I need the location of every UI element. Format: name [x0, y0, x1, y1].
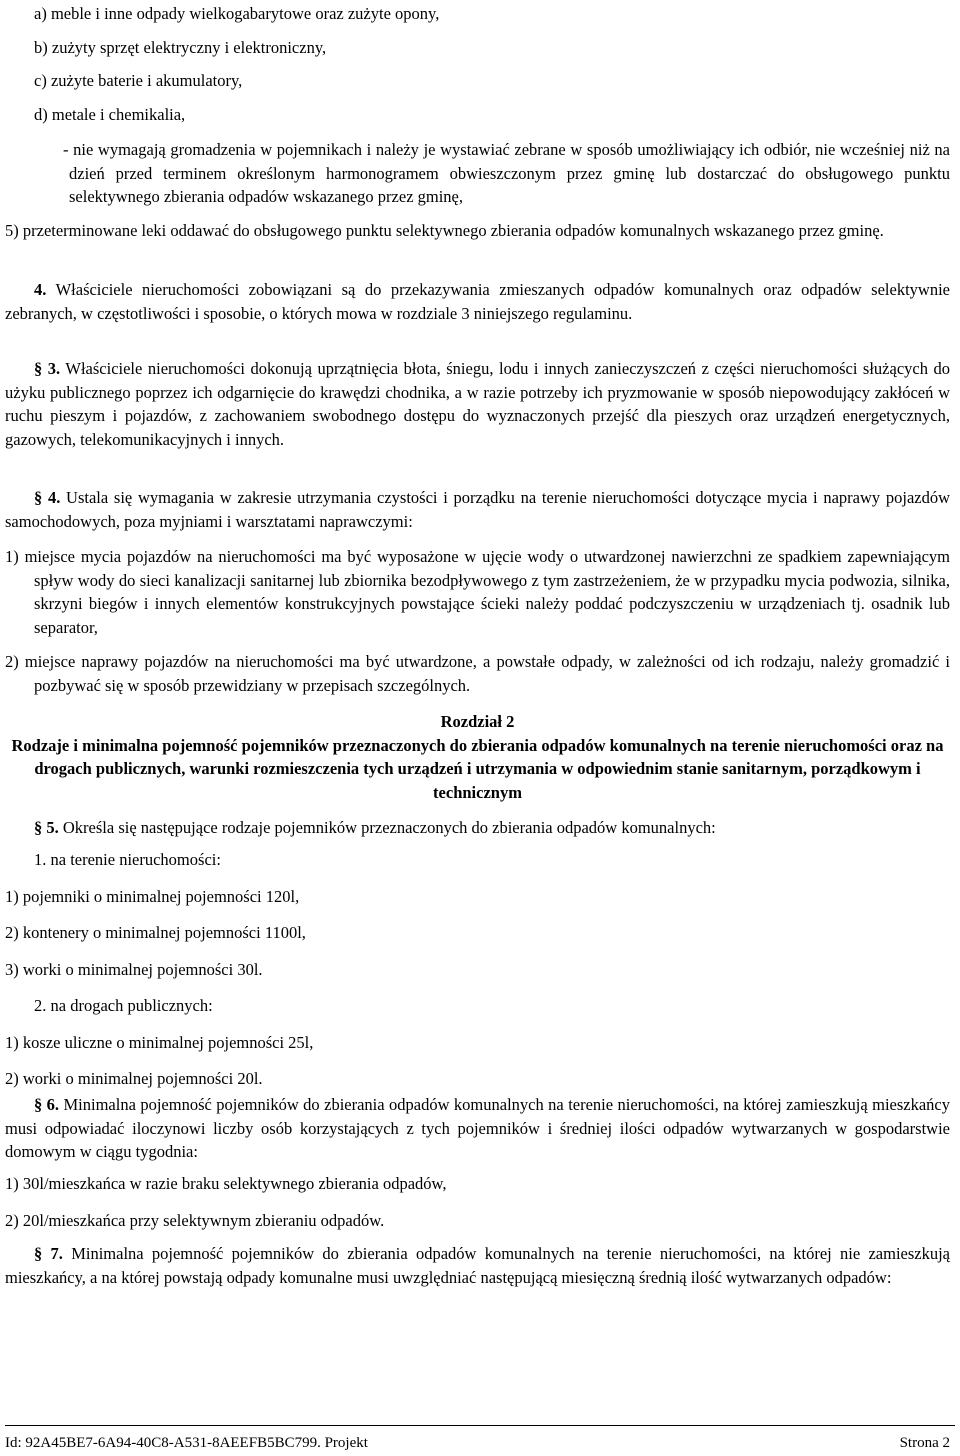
list-item: 1) kosze uliczne o minimalnej pojemności 25l,	[5, 1032, 314, 1052]
section-4-item-2: 2) miejsce naprawy pojazdów na nieruchomości ma być utwardzone, a powstałe odpady, w zależności od ich rodzaju, należy gromadzić i pozbywać się w sposób przewidziany w przepisach szczególnych.	[5, 652, 950, 695]
list-item: c) zużyte baterie i akumulatory,	[34, 71, 243, 90]
section-number: § 3.	[34, 359, 61, 378]
item-list-top	[5, 2, 950, 126]
list-item: 1) 30l/mieszkańca w razie braku selektywnego zbierania odpadów,	[5, 1174, 447, 1193]
section-5: § 5. Określa się następujące rodzaje pojemników przeznaczonych do zbierania odpadów komunalnych:	[34, 818, 716, 837]
chapter-title: Rodzaje i minimalna pojemność pojemników przeznaczonych do zbierania odpadów komunalnych na terenie nieruchomości oraz na drogach publicznych, warunki rozmieszczenia tych urządzeń i utrzymania w odpowiednim stanie sanitarnym, porządkowym i technicznym	[11, 735, 944, 802]
list-item: 3) worki o minimalnej pojemności 30l.	[5, 959, 263, 979]
list-item: 2) kontenery o minimalnej pojemności 1100l,	[5, 923, 306, 942]
list-item: a) meble i inne odpady wielkogabarytowe oraz zużyte opony,	[34, 4, 440, 23]
section-4: § 4. Ustala się wymagania w zakresie utrzymania czystości i porządku na terenie nieruchomości dotyczące mycia i naprawy pojazdów samochodowych, poza myjniami i warsztatami naprawczymi:	[5, 488, 951, 531]
page-number: Strona 2	[899, 1435, 950, 1451]
section-3: § 3. Właściciele nieruchomości dokonują uprzątnięcia błota, śniegu, lodu i innych zanieczyszczeń z części nieruchomości służących do użyku publicznego poprzez ich odgarnięcie do krawędzi chodnika, a w razie potrzeby ich pryzmowanie w sposób niepowodujący zakłóceń w ruchu pieszym i pojazdów, z zachowaniem swobodnego dostępu do wyznaczonych przejść dla pieszych oraz urządzeń energetycznych, gazowych, telekomunikacyjnych i innych.	[5, 359, 951, 449]
section-4-item-1: 1) miejsce mycia pojazdów na nieruchomości ma być wyposażone w ujęcie wody o utwardzonej nawierzchni ze spadkiem zapewniającym spływ wody do sieci kanalizacji sanitarnej lub zbiornika bezodpływowego z tym zastrzeżeniem, że w przypadku mycia podwozia, silnika, skrzyni biegów i innych elementów konstrukcyjnych powstające ścieki należy poddać podczyszczeniu w urządzeniach tj. osadnik lub separator,	[5, 547, 950, 637]
list-item: d) metale i chemikalia,	[34, 104, 186, 124]
section-number: § 5.	[34, 818, 59, 837]
document-id: Id: 92A45BE7-6A94-40C8-A531-8AEEFB5BC799. Projekt	[5, 1435, 368, 1451]
list-item: 2) worki o minimalnej pojemności 20l.	[5, 1069, 263, 1088]
section-number: § 4.	[34, 488, 61, 507]
section-number: § 7.	[34, 1244, 63, 1263]
footer-divider	[5, 1425, 955, 1426]
sub-heading: 1. na terenie nieruchomości:	[34, 850, 221, 869]
item-5: 5) przeterminowane leki oddawać do obsługowego punktu selektywnego zbierania odpadów komunalnych wskazanego przez gminę.	[5, 221, 884, 240]
list-item: 2) 20l/mieszkańca przy selektywnym zbieraniu odpadów.	[5, 1210, 385, 1230]
section-7: § 7. Minimalna pojemność pojemników do zbierania odpadów komunalnych na terenie nieruchomości, na której nie zamieszkują mieszkańcy, a na której powstają odpady komunalne musi uwzględniać następującą miesięczną średnią ilość wytwarzanych odpadów:	[5, 1244, 950, 1287]
paragraph-4: 4. Właściciele nieruchomości zobowiązani są do przekazywania zmieszanych odpadów komunalnych oraz odpadów selektywnie zebranych, w częstotliwości i sposobie, o których mowa w rozdziale 3 niniejszego regulaminu.	[5, 280, 950, 323]
dash-paragraph: - nie wymagają gromadzenia w pojemnikach i należy je wystawiać zebrane w sposób umożliwiający ich odbiór, nie wcześniej niż na dzień przed terminem określonym harmonogramem obwieszczonym przez gminę lub dostarczać do obsługowego punktu selektywnego zbierania odpadów wskazanego przez gminę,	[63, 140, 950, 206]
sub-heading: 2. na drogach publicznych:	[34, 996, 213, 1015]
section-number: § 6.	[34, 1095, 60, 1114]
section-6-list	[5, 1172, 950, 1232]
chapter-number: Rozdział 2	[440, 712, 515, 731]
list-item: b) zużyty sprzęt elektryczny i elektroniczny,	[34, 37, 327, 57]
list-item: 1) pojemniki o minimalnej pojemności 120l,	[5, 886, 300, 906]
section-5-list	[5, 848, 950, 1091]
chapter-heading	[5, 710, 950, 804]
section-6: § 6. Minimalna pojemność pojemników do zbierania odpadów komunalnych na terenie nieruchomości, na której zamieszkują mieszkańcy musi odpowiadać iloczynowi liczby osób korzystających z tych pojemników i średniej ilości odpadów wytwarzanych w gospodarstwie domowym w ciągu tygodnia:	[5, 1095, 950, 1161]
